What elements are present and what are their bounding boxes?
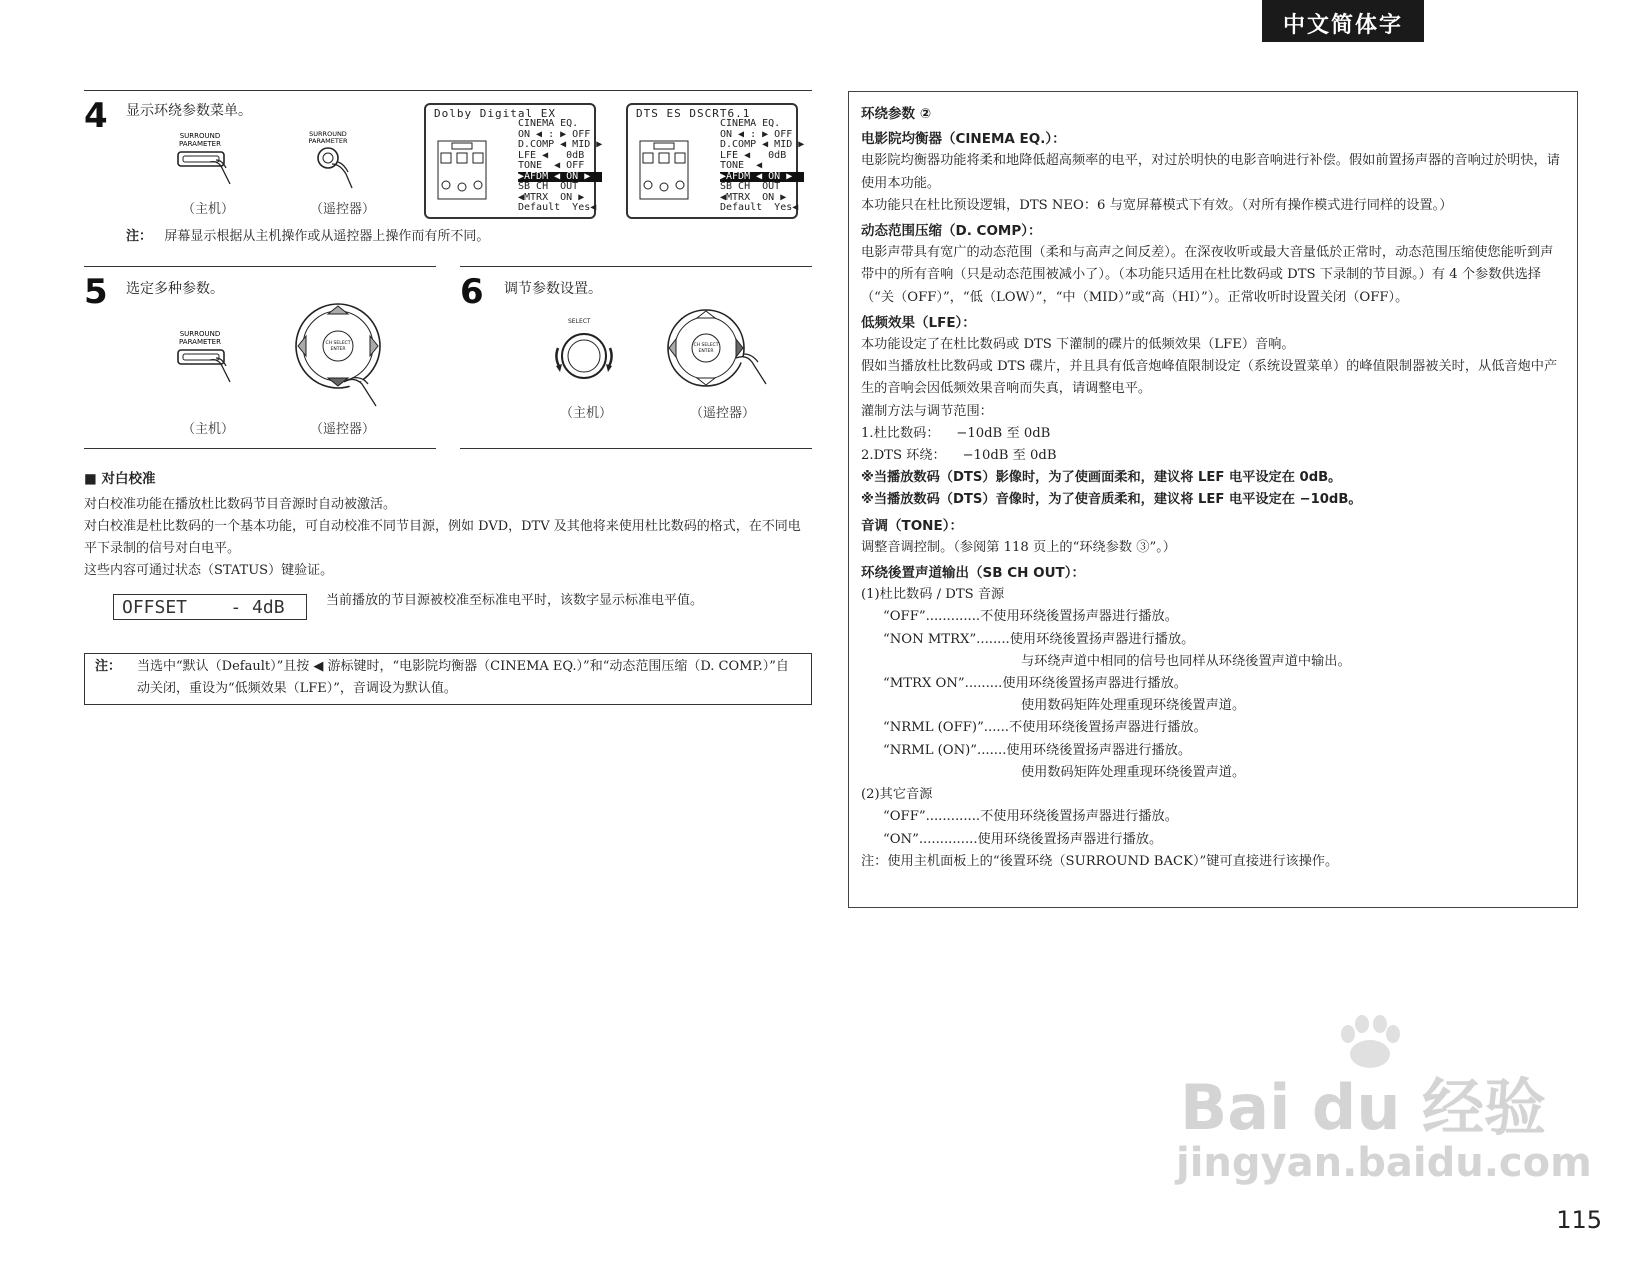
display-dts-es-discrete bbox=[626, 103, 805, 219]
divider bbox=[84, 448, 436, 449]
sb-ch-out-heading: 环绕後置声道输出（SB CH OUT）： bbox=[861, 565, 1086, 582]
dialogue-body: 对白校准功能在播放杜比数码节目音源时自动被激活。 对白校准是杜比数码的一个基本功能，可自动校准不同节目源，例如 DVD，DTV 及其他将来使用杜比数码的格式，在不同电平下录制的信号对白电平。 这些内容可通过状态（STATUS）键验证。 bbox=[84, 497, 801, 578]
caption-main-unit: （主机） bbox=[182, 202, 235, 217]
svg-text:ENTER: ENTER bbox=[698, 349, 714, 354]
sb-option: “MTRX ON”.........使用环绕後置扬声器进行播放。 bbox=[883, 676, 1187, 692]
step-6-number: 6 bbox=[460, 272, 484, 312]
dcomp-heading: 动态范围压缩（D. COMP）： bbox=[861, 223, 1042, 240]
svg-text:SURROUND: SURROUND bbox=[309, 130, 347, 138]
select-knob-label: SELECT bbox=[568, 318, 591, 325]
display-dolby-digital-ex bbox=[424, 103, 603, 219]
dcomp-text: 电影声带具有宽广的动态范围（柔和与高声之间反差）。在深夜收听或最大音量低於正常时，动态范围压缩使您能听到声带中的所有音响（只是动态范围被减小了）。（本功能只适用在杜比数码或 DTS 下录制的节目源。）有 4 个参数供选择（“关（OFF）”，“低（LOW）”，“中（MID）”或“高（HI）”）。正常收听时设置关闭（OFF）。 bbox=[861, 245, 1554, 305]
sb-list-heading: (1)杜比数码 / DTS 音源 bbox=[861, 587, 1005, 603]
lfe-recommendation: ※当播放数码（DTS）影像时，为了使画面柔和，建议将 LEF 电平设定在 0dB。 bbox=[861, 470, 1342, 486]
lfe-range: 2.DTS 环绕： −10dB 至 0dB bbox=[861, 448, 1057, 464]
svg-text:SURROUND: SURROUND bbox=[179, 330, 221, 338]
sb-option: “NON MTRX”........使用环绕後置扬声器进行播放。 bbox=[883, 631, 1195, 647]
cinema-eq-heading: 电影院均衡器（CINEMA EQ.）： bbox=[861, 131, 1066, 148]
section-title: 环绕参数 ② bbox=[861, 106, 932, 122]
svg-text:CH SELECT: CH SELECT bbox=[325, 341, 351, 346]
caption-remote: （遥控器） bbox=[310, 422, 376, 437]
step-6-text: 调节参数设置。 bbox=[504, 281, 602, 297]
svg-text:PARAMETER: PARAMETER bbox=[179, 140, 221, 148]
svg-text:ENTER: ENTER bbox=[330, 347, 346, 352]
display-title: DTS ES DSCRT6.1 bbox=[636, 107, 751, 120]
display-title: Dolby Digital EX bbox=[434, 107, 556, 120]
sb-option: “NRML (OFF)”......不使用环绕後置扬声器进行播放。 bbox=[883, 720, 1207, 736]
divider bbox=[460, 448, 812, 449]
svg-text:PARAMETER: PARAMETER bbox=[179, 338, 221, 346]
speaker-layout-icon bbox=[434, 137, 504, 207]
cinema-eq-text: 本功能只在杜比预设逻辑，DTS NEO：6 与宽屏幕模式下有效。（对所有操作模式进行同样的设置。） bbox=[861, 197, 1453, 213]
tone-heading: 音调（TONE）： bbox=[861, 517, 963, 534]
watermark-brand: Bai du 经验 bbox=[1180, 1071, 1547, 1144]
surround-parameters-box bbox=[848, 91, 1578, 908]
caption-remote: （遥控器） bbox=[310, 202, 376, 217]
step-4-number: 4 bbox=[84, 96, 108, 136]
watermark-url: jingyan.baidu.com bbox=[1176, 1140, 1592, 1186]
sb-option-detail: 使用数码矩阵处理重现环绕後置声道。 bbox=[1021, 764, 1246, 780]
lfe-recommendation: ※当播放数码（DTS）音像时，为了使音质柔和，建议将 LEF 电平设定在 −10dB。 bbox=[861, 492, 1362, 508]
note-text: 当选中“默认（Default）”且按 ◀ 游标键时，“电影院均衡器（CINEMA EQ.）”和“动态范围压缩（D. COMP.）”自动关闭，重设为“低频效果（LFE）”，音调设为默认值。 bbox=[137, 659, 789, 696]
sb-option: “ON”..............使用环绕後置扬声器进行播放。 bbox=[883, 831, 1163, 847]
lfe-text: 假如当播放杜比数码或 DTS 碟片，并且具有低音炮峰值限制设定（系统设置菜单）的峰值限制器被关时，从低音炮中产生的音响会因低频效果音响而失真，请调整电平。 bbox=[861, 359, 1558, 397]
lfe-text: 灌制方法与调节范围： bbox=[861, 403, 993, 419]
display-rows: CINEMA EQ. ON ◀ : ▶ OFF D.COMP ◀ MID ▶ LFE ◀ 0dB TONE ◀ OFF ▶AFDM ◀ ON ▶ SB CH OUT ◀MTRX ON ▶ Default Yes◀ bbox=[518, 118, 603, 213]
page-number: 115 bbox=[1556, 1206, 1602, 1234]
lfe-text: 本功能设定了在杜比数码或 DTS 下灌制的碟片的低频效果（LFE）音响。 bbox=[861, 337, 1295, 353]
surround-parameter-button-main-icon bbox=[170, 128, 260, 188]
divider bbox=[84, 266, 436, 267]
final-note: 注：使用主机面板上的“後置环绕（SURROUND BACK）”键可直接进行该操作。 bbox=[861, 853, 1339, 869]
sb-list-heading: (2)其它音源 bbox=[861, 787, 933, 803]
step-4-note: 注： 屏幕显示根据从主机操作或从遥控器上操作而有所不同。 bbox=[126, 229, 490, 244]
sb-option: “OFF”.............不使用环绕後置扬声器进行播放。 bbox=[883, 809, 1178, 825]
sb-option: “OFF”.............不使用环绕後置扬声器进行播放。 bbox=[883, 609, 1178, 625]
step-5-number: 5 bbox=[84, 272, 108, 312]
step-4-text: 显示环绕参数菜单。 bbox=[126, 103, 252, 119]
sb-option-detail: 与环绕声道中相同的信号也同样从环绕後置声道中输出。 bbox=[1021, 653, 1351, 669]
cursor-pad-down-icon bbox=[292, 300, 392, 412]
caption-main-unit: （主机） bbox=[182, 422, 235, 437]
cursor-pad-right-icon bbox=[664, 306, 774, 402]
offset-description: 当前播放的节目源被校准至标准电平时，该数字显示标准电平值。 bbox=[326, 593, 704, 608]
select-knob-icon bbox=[548, 326, 620, 386]
cinema-eq-text: 电影院均衡器功能将柔和地降低超高频率的电平，对过於明快的电影音响进行补偿。假如前置扬声器的音响过於明快，请使用本功能。 bbox=[861, 153, 1560, 191]
tone-text: 调整音调控制。（参阅第 118 页上的“环绕参数 ③”。） bbox=[861, 539, 1176, 555]
surround-parameter-button-remote-icon bbox=[300, 128, 390, 190]
sb-option: “NRML (ON)”.......使用环绕後置扬声器进行播放。 bbox=[883, 742, 1192, 758]
svg-text:SURROUND: SURROUND bbox=[179, 132, 221, 140]
divider bbox=[460, 266, 812, 267]
lfe-heading: 低频效果（LFE）： bbox=[861, 314, 976, 331]
note-label: 注： bbox=[95, 659, 122, 674]
svg-text:PARAMETER: PARAMETER bbox=[308, 137, 348, 145]
caption-main-unit: （主机） bbox=[560, 406, 613, 421]
language-tab: 中文简体字 bbox=[1262, 0, 1424, 42]
surround-parameter-button-main-icon bbox=[170, 328, 260, 390]
dialogue-heading: ■ 对白校准 bbox=[84, 471, 156, 487]
step-5-text: 选定多种参数。 bbox=[126, 281, 224, 297]
caption-remote: （遥控器） bbox=[690, 406, 756, 421]
svg-text:CH SELECT: CH SELECT bbox=[693, 343, 719, 348]
sb-option-detail: 使用数码矩阵处理重现环绕後置声道。 bbox=[1021, 698, 1246, 714]
lfe-range: 1.杜比数码： −10dB 至 0dB bbox=[861, 425, 1051, 441]
display-rows: CINEMA EQ. ON ◀ : ▶ OFF D.COMP ◀ MID ▶ LFE ◀ 0dB TONE ◀ ▶AFDM ◀ ON ▶ SB CH OUT ◀MTRX ON ▶ Default Yes◀ bbox=[720, 118, 805, 213]
default-note-box bbox=[84, 653, 812, 705]
offset-display: OFFSET - 4dB bbox=[113, 594, 307, 620]
speaker-layout-icon bbox=[636, 137, 706, 207]
divider bbox=[84, 90, 812, 91]
